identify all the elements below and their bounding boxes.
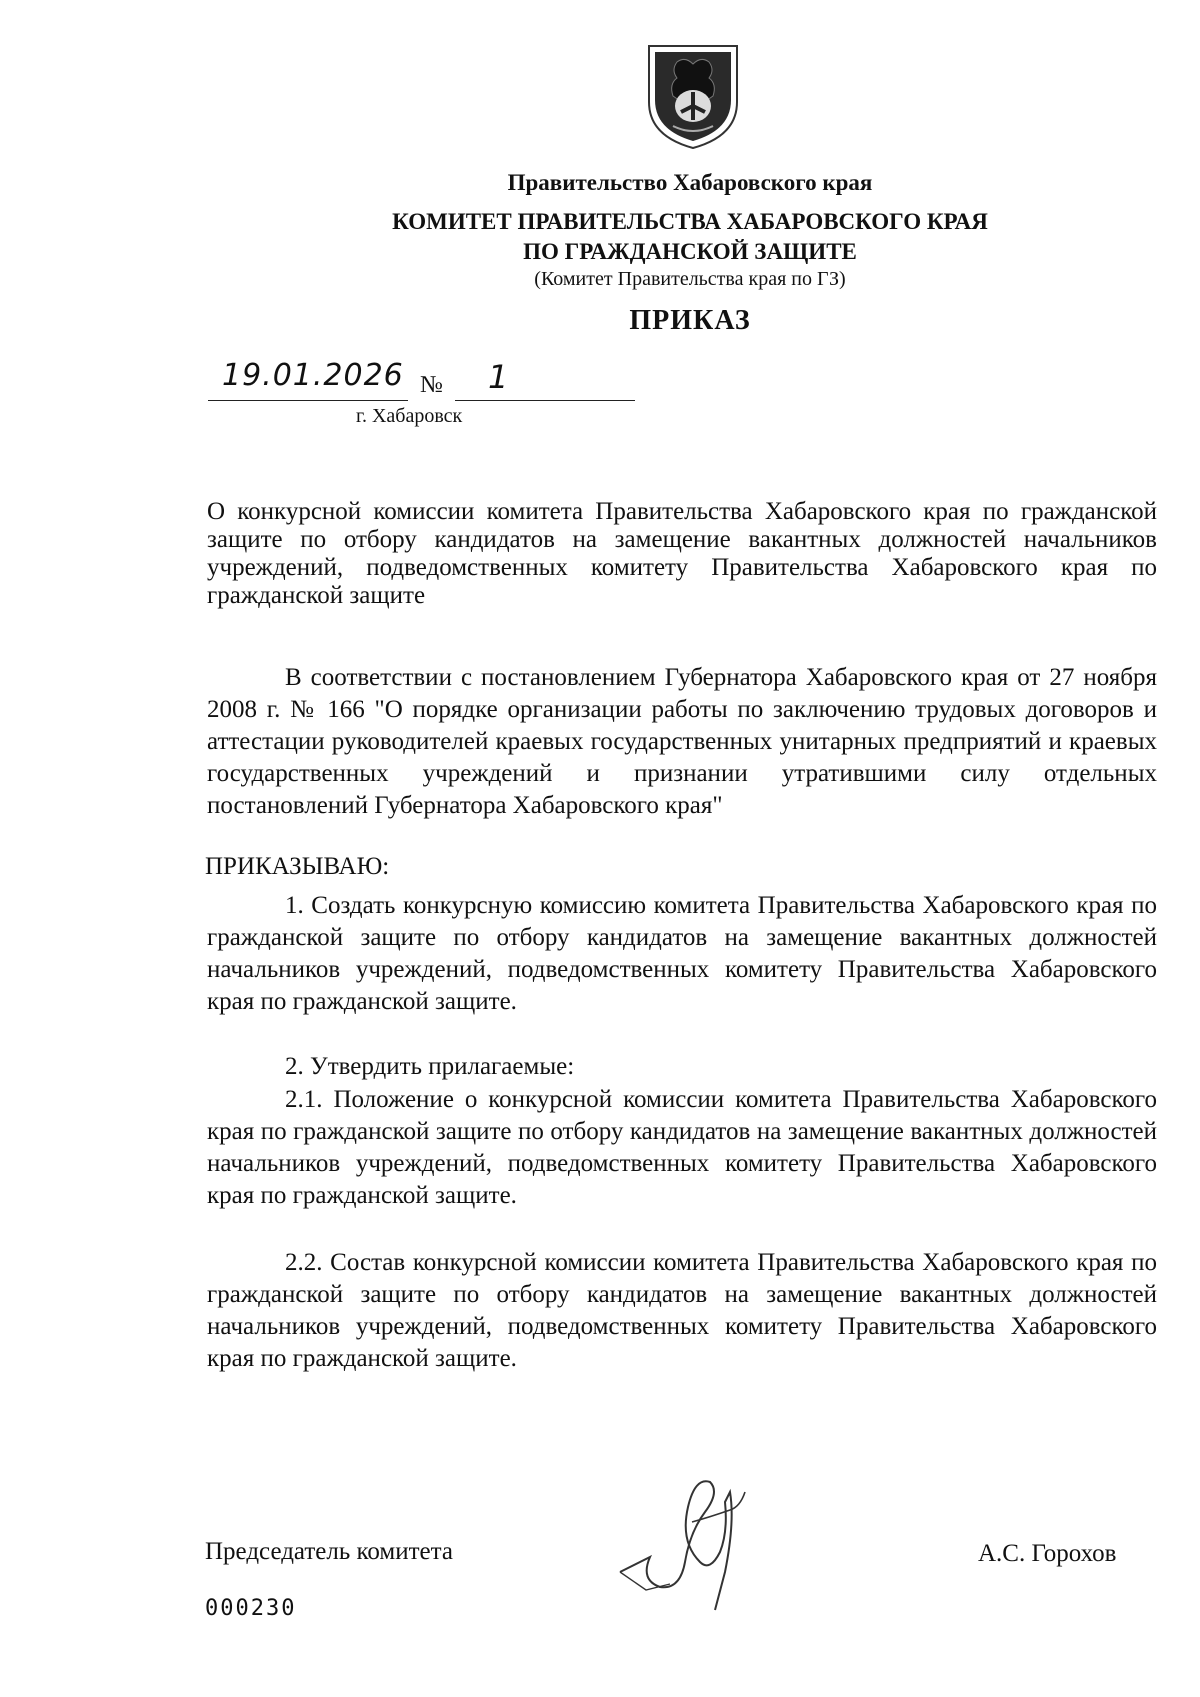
document-date: 19.01.2026 [222, 358, 404, 393]
order-item-2: 2. Утвердить прилагаемые: [285, 1053, 575, 1080]
document-city: г. Хабаровск [356, 405, 463, 427]
committee-name-line2: ПО ГРАЖДАНСКОЙ ЗАЩИТЕ [523, 239, 857, 264]
order-item-2-1: 2.1. Положение о конкурсной комиссии комитета Правительства Хабаровского края по гражданской защите по отбору кандидатов на замещение вакантных должностей начальников учреждений, подведомственных комитету Правительства Хабаровского края по гражданской защите. [207, 1086, 1157, 1209]
handwritten-signature-icon [610, 1462, 810, 1612]
date-underline [208, 400, 408, 401]
orders-word: ПРИКАЗЫВАЮ: [205, 853, 390, 880]
order-item-2-2: 2.2. Состав конкурсной комиссии комитета Правительства Хабаровского края по гражданской защите по отбору кандидатов на замещение вакантных должностей начальников учреждений, подведомственных комитету Правительства Хабаровского края по гражданской защите. [207, 1249, 1157, 1372]
signatory-name: А.С. Горохов [978, 1540, 1117, 1567]
form-serial-number: 000230 [205, 1596, 297, 1621]
document-number: 1 [488, 358, 509, 396]
preamble-paragraph: В соответствии с постановлением Губернатора Хабаровского края от 27 ноября 2008 г. № 166 "О порядке организации работы по заключению трудовых договоров и аттестации руководителей краевых государственных унитарных предприятий и краевых государственных учреждений и признании утратившими силу отдельных постановлений Губернатора Хабаровского края" [207, 664, 1157, 819]
committee-name-line1: КОМИТЕТ ПРАВИТЕЛЬСТВА ХАБАРОВСКОГО КРАЯ [392, 209, 988, 234]
number-underline [455, 400, 635, 401]
signatory-title: Председатель комитета [205, 1538, 453, 1565]
committee-short-name: (Комитет Правительства края по ГЗ) [534, 268, 846, 290]
government-name: Правительство Хабаровского края [507, 170, 873, 195]
number-sign: № [420, 372, 443, 398]
coat-of-arms-icon [643, 40, 743, 152]
document-type-title: ПРИКАЗ [629, 305, 751, 336]
order-item-1: 1. Создать конкурсную комиссию комитета Правительства Хабаровского края по гражданской защите по отбору кандидатов на замещение вакантных должностей начальников учреждений, подведомственных комитету Правительства Хабаровского края по гражданской защите. [207, 892, 1157, 1015]
document-subject: О конкурсной комиссии комитета Правительства Хабаровского края по гражданской защите по отбору кандидатов на замещение вакантных должностей начальников учреждений, подведомственных комитету Правительства Хабаровского края по гражданской защите [207, 498, 1157, 609]
